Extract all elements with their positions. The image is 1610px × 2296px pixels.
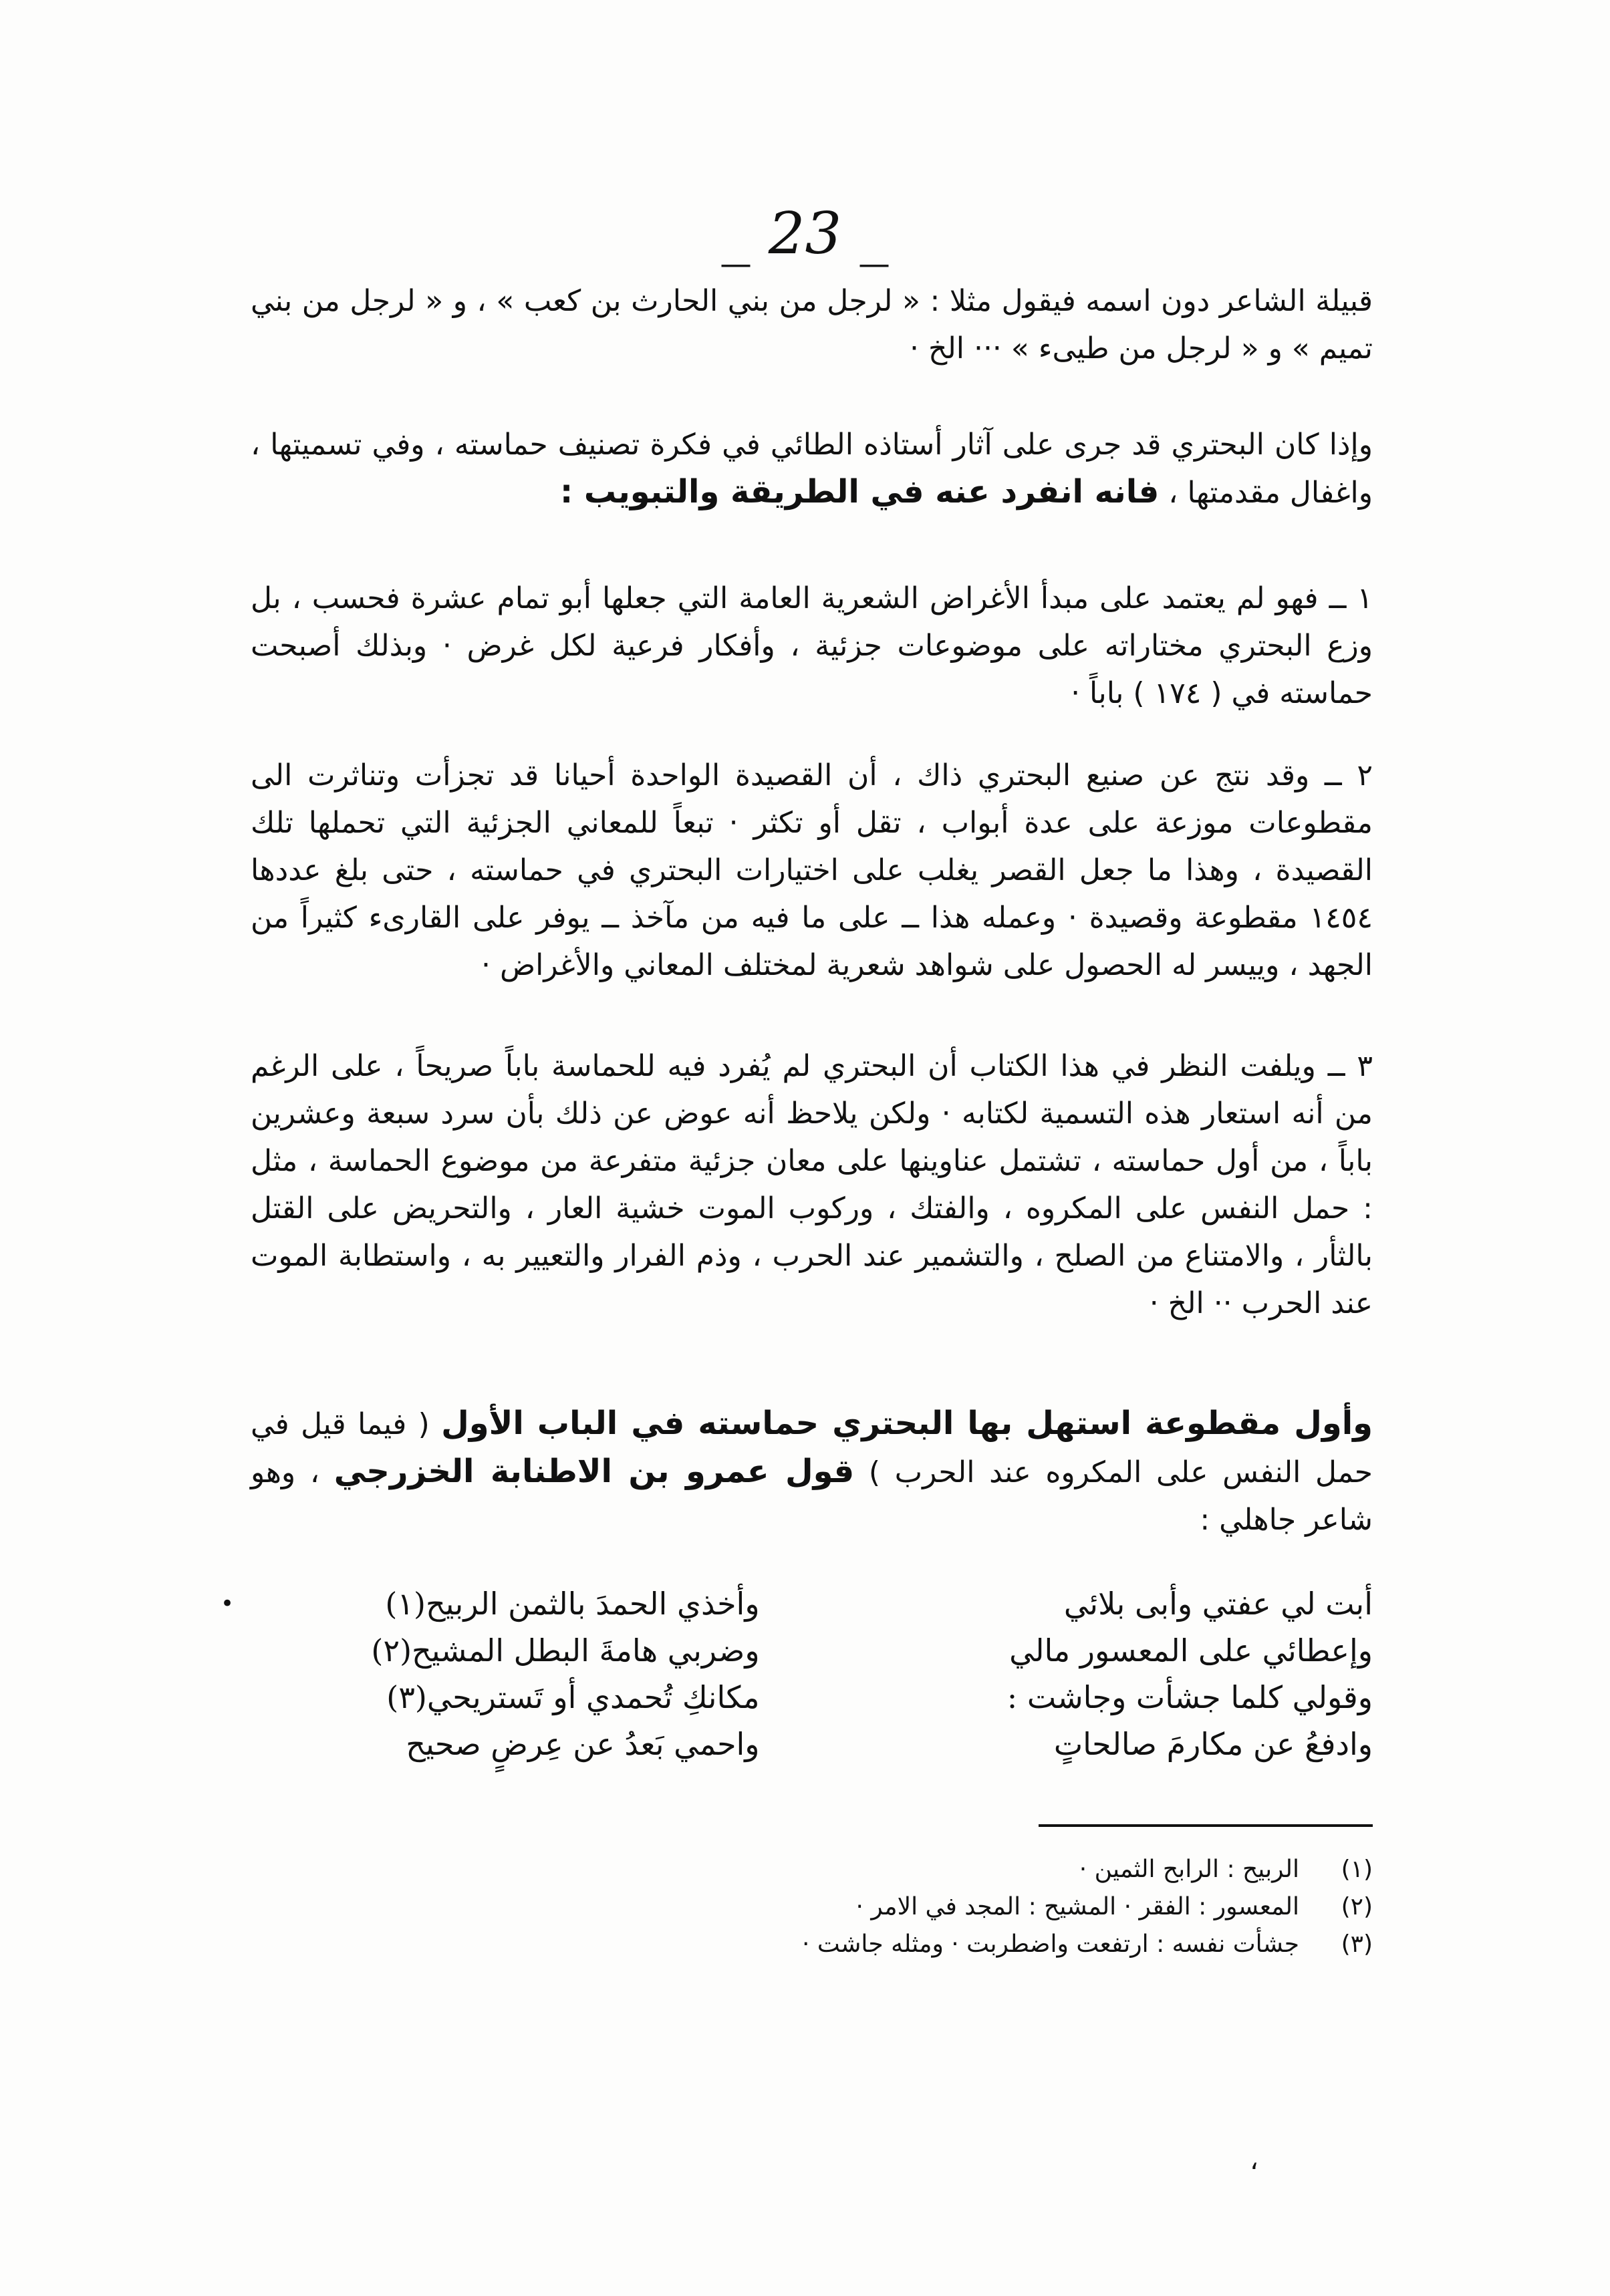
paragraph-text: ٢ ــ وقد نتج عن صنيع البحتري ذاك ، أن القصيدة الواحدة أحيانا قد تجزأت وتناثرت الى مقطوعات موزعة على عدة أبواب ، تقل أو تكثر · تبعاً للمعاني الجزئية التي تحملها تلك القصيدة ، وهذا ما جعل القصر يغلب على اختيارات البحتري في حماسته ، حتى بلغ عددها ١٤٥٤ مقطوعة وقصيدة · وعمله هذا ــ على ما فيه من مآخذ ــ يوفر على القارىء كثيراً من الجهد ، وييسر له الحصول على شواهد شعرية لمختلف المعاني والأغراض · [251,758,1373,982]
paragraph-point-1 [251,575,1373,717]
stray-mark: ، [1250,2145,1258,2176]
paragraph-text: ٣ ــ ويلفت النظر في هذا الكتاب أن البحتري لم يُفرد فيه للحماسة باباً صريحاً ، على الرغم من أنه استعار هذه التسمية لكتابه · ولكن يلاحظ أنه عوض عن ذلك بأن سرد سبعة وعشرين باباً ، من أول حماسته ، تشتمل عناوينها على معان جزئية متفرعة من موضوع الحماسة ، مثل : حمل النفس على المكروه ، والفتك ، وركوب الموت خشية العار ، والتحريض على القتل بالثأر ، والامتناع من الصلح ، والتشمير عند الحرب ، وذم الفرار والتعيير به ، واستطابة الموت عند الحرب ·· الخ · [251,1049,1373,1320]
poem [221,1580,1373,1767]
paragraph-intro [251,277,1373,372]
footnote-text: المعسور : الفقر · المشيح : المجد في الامر · [855,1893,1299,1920]
paragraph-text-regular: ، وهو شاعر جاهلي : [251,1455,1373,1537]
poem-hemistich-first: أبت لي عفتي وأبى بلائي [1063,1586,1373,1622]
footnote-text: الربيح : الرابح الثمين · [1079,1856,1299,1883]
paragraph-text: قبيلة الشاعر دون اسمه فيقول مثلا : « لرجل من بني الحارث بن كعب » ، و « لرجل من بني تميم » و « لرجل من طيىء » ··· الخ · [251,284,1373,366]
paragraph-text-regular: وإذا كان البحتري قد جرى على آثار أستاذه الطائي في فكرة تصنيف حماسته ، وفي تسميتها ، واغفال مقدمتها ، [251,428,1373,510]
footnote-number: (٣) [1341,1930,1373,1958]
poem-hemistich-second: وضربي هامةَ البطل المشيح(٢) [371,1632,760,1669]
paragraph-text [251,1400,1373,1544]
paragraph-text-bold: فانه انفرد عنه في الطريقة والتبويب : [560,473,1160,511]
paragraph-text-bold: قول عمرو بن الاطنابة الخزرجي [333,1453,855,1490]
paragraph-text [251,421,1373,517]
poem-hemistich-second: واحمي بَعدُ عن عِرضٍ صحيح [406,1726,760,1762]
footnote-divider [1039,1824,1373,1827]
paragraph-text-regular: ( فيما قيل في حمل النفس على المكروه عند الحرب ) [251,1407,1373,1489]
poem-hemistich-second: مكانكِ تُحمدي أو تَستريحي(٣) [386,1679,760,1715]
paragraph-point-2 [251,752,1373,989]
poem-verse [237,1674,1373,1721]
poem-hemistich-first: وقولي كلما جشأت وجاشت : [1007,1679,1373,1715]
poem-hemistich-second: وأخذي الحمدَ بالثمن الربيح(١) [385,1586,760,1622]
poem-hemistich-first: وإعطائي على المعسور مالي [1009,1632,1373,1669]
poem-verse [237,1721,1373,1767]
footnote-number: (١) [1341,1856,1373,1883]
poem-hemistich-first: وادفعُ عن مكارمَ صالحاتٍ [1053,1726,1373,1762]
paragraph-text-bold: وأول مقطوعة استهل بها البحتري حماسته في الباب الأول [441,1405,1373,1442]
footnotes [601,1851,1373,1963]
paragraph-text: ١ ــ فهو لم يعتمد على مبدأ الأغراض الشعرية العامة التي جعلها أبو تمام عشرة فحسب ، بل وزع البحتري مختاراته على موضوعات جزئية ، وأفكار فرعية لكل غرض · وبذلك أصبحت حماسته في ( ١٧٤ ) باباً · [251,581,1373,710]
footnote [601,1851,1373,1888]
page-number: _ 23 _ [721,200,889,267]
footnote-text: جشأت نفسه : ارتفعت واضطربت · ومثله جاشت · [802,1930,1299,1958]
footnote [601,1926,1373,1963]
poem-verse [237,1580,1373,1627]
poem-verse [237,1627,1373,1674]
footnote-number: (٢) [1341,1893,1373,1920]
footnote [601,1888,1373,1926]
paragraph-buhturi [251,421,1373,517]
bullet-icon: • [221,1590,235,1617]
paragraph-point-3 [251,1042,1373,1327]
paragraph-first-piece [251,1400,1373,1544]
